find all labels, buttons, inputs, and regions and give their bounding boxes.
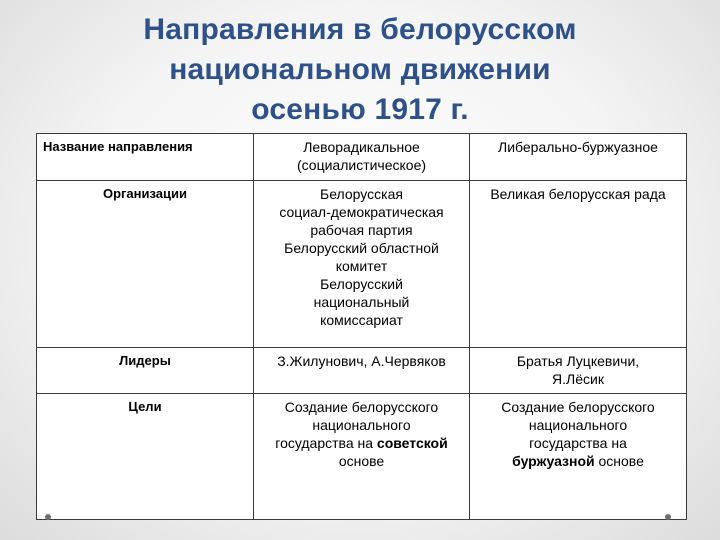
header-col1-line: Леворадикальное xyxy=(303,139,420,155)
table-row-leaders xyxy=(37,348,687,394)
goals-col1-post: основе xyxy=(338,453,385,469)
goals-col1-line-3 xyxy=(260,434,463,452)
leaders-label-cell: Лидеры xyxy=(37,348,254,394)
table-row-goals xyxy=(37,394,687,520)
organizations-col1-line: Белорусский xyxy=(320,276,403,292)
organizations-col1-line: социал-демократическая xyxy=(279,204,444,220)
organizations-col1-line: национальный xyxy=(313,294,410,310)
table-row-header xyxy=(37,134,687,181)
bullet-dot-right xyxy=(665,514,671,520)
goals-label-cell: Цели xyxy=(37,394,254,520)
goals-col2-line-4 xyxy=(476,452,680,470)
header-col2-cell: Либерально-буржуазное xyxy=(470,134,687,181)
leaders-col2-line: Я.Лёсик xyxy=(552,371,604,387)
goals-col2-emphasis: буржуазной xyxy=(512,453,595,469)
goals-col1-emphasis: советской xyxy=(376,435,448,451)
table-row-organizations xyxy=(37,181,687,348)
title-line-1: Направления в белорусском xyxy=(143,13,577,46)
goals-col2-line: государства на xyxy=(529,435,627,451)
header-col1-cell xyxy=(254,134,470,181)
goals-col2-cell xyxy=(470,394,687,520)
organizations-col1-line: Белорусский областной xyxy=(284,240,439,256)
organizations-col1-line: комиссариат xyxy=(320,312,403,328)
bullet-dot-left xyxy=(45,514,51,520)
goals-col1-cell xyxy=(254,394,470,520)
organizations-col1-line: комитет xyxy=(335,258,388,274)
organizations-label-cell: Организации xyxy=(37,181,254,348)
title-line-2: национальном движении xyxy=(169,53,551,86)
directions-table xyxy=(36,133,687,520)
header-col1-line: (социалистическое) xyxy=(296,157,427,173)
slide-title xyxy=(0,10,720,130)
goals-col1-line: национального xyxy=(312,417,411,433)
organizations-col2-cell: Великая белорусская рада xyxy=(470,181,687,348)
leaders-col1-cell: З.Жилунович, А.Червяков xyxy=(254,348,470,394)
goals-col2-line: национального xyxy=(528,417,628,433)
goals-col1-line: Создание белорусского xyxy=(284,399,439,415)
goals-col1-pre: государства на xyxy=(275,435,377,451)
organizations-col1-cell xyxy=(254,181,470,348)
goals-col2-line: Создание белорусского xyxy=(501,399,655,415)
goals-col2-post: основе xyxy=(594,453,644,469)
header-label-cell: Название направления xyxy=(37,134,254,181)
leaders-col2-cell xyxy=(470,348,687,394)
title-line-3: осенью 1917 г. xyxy=(251,93,469,126)
leaders-col2-line: Братья Луцкевичи, xyxy=(516,353,640,369)
organizations-col1-line: рабочая партия xyxy=(310,222,413,238)
organizations-col1-line: Белорусская xyxy=(320,186,403,202)
